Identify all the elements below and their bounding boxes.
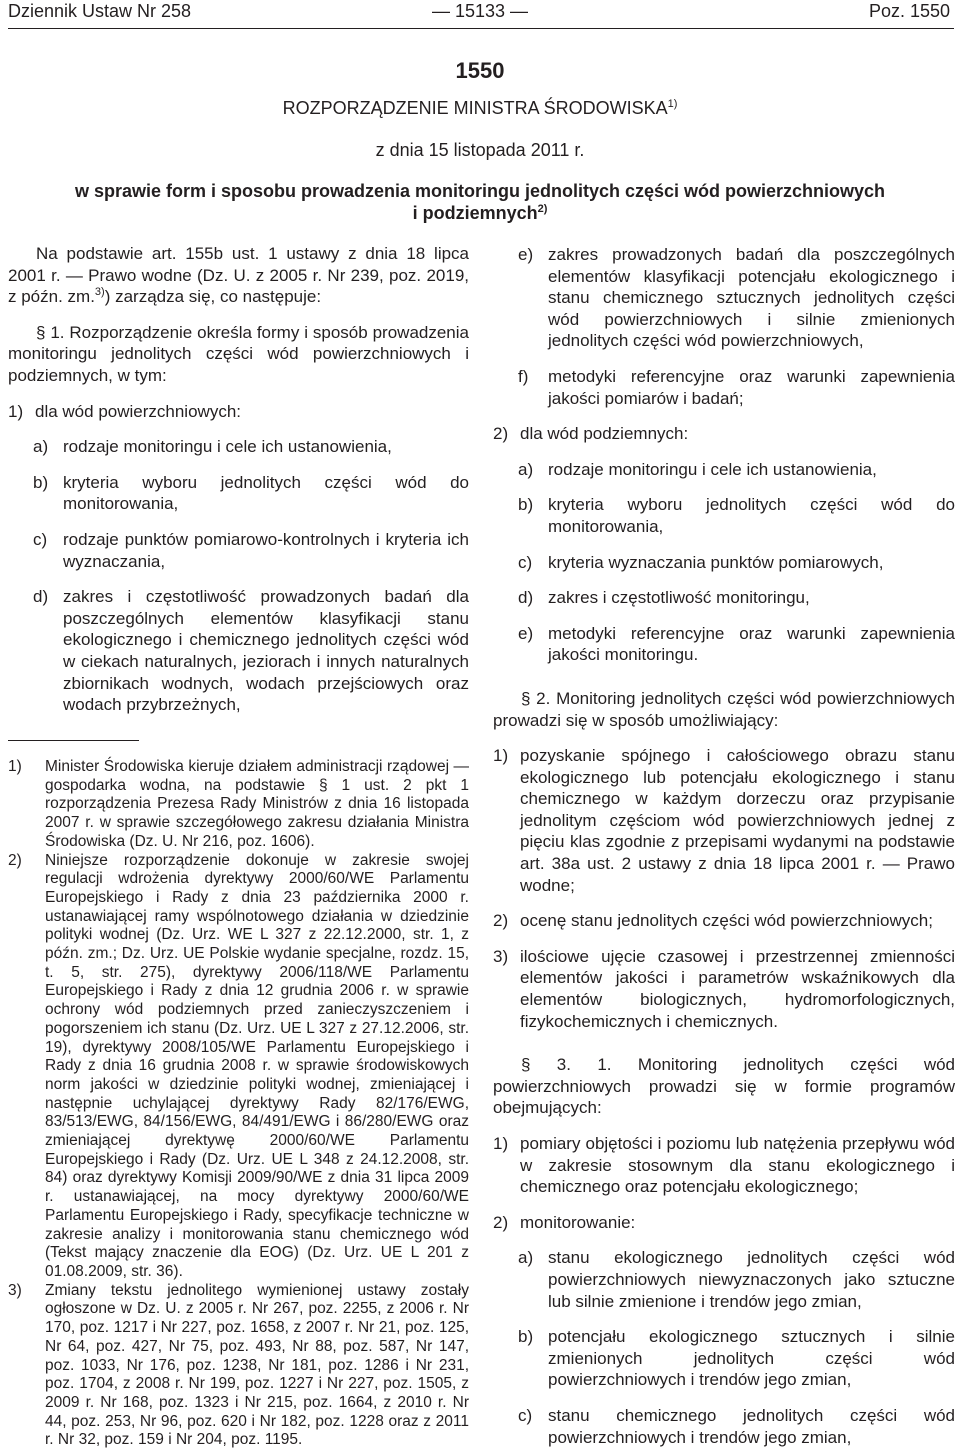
footnote-ref-3[interactable]: 3) — [94, 286, 105, 299]
list-item: f) metodyki referencyjne oraz warunki zapewnienia jakości pomiarów i badań; — [518, 366, 955, 408]
footnotes — [8, 740, 469, 1450]
position-number: Poz. 1550 — [868, 1, 950, 21]
list-item: d) zakres i częstotliwość monitoringu, — [518, 588, 810, 608]
list-item: d) zakres i częstotliwość prowadzonych badań dla poszczególnych elementów klasyfikacji stanu ekologicznego i chemicznego jednolitych części wód w ciekach naturalnych, jeziorach i innych naturalnych zbiornikach wodnych, wodach przejściowych oraz wodach przybrzeżnych, — [33, 587, 469, 715]
act-number: 1550 — [455, 58, 505, 83]
list-item: e) zakres prowadzonych badań dla poszczególnych elementów klasyfikacji potencjału ekologicznego i stanu chemicznego sztucznych jednolitych części wód powierzchniowych i silnie zmienionych jednolitych części wód powierzchniowych, — [518, 245, 955, 351]
paragraph-1: § 1. Rozporządzenie określa formy i sposób prowadzenia monitoringu jednolitych części wód powierzchniowych i podziemnych, w tym: — [8, 322, 469, 385]
preamble: Na podstawie art. 155b ust. 1 ustawy z dnia 18 lipca 2001 r. — Prawo wodne (Dz. U. z 2005 r. Nr 239, poz. 2019, z późn. zm.$^{3)}$) zarządza się, co następuje: — [8, 244, 469, 307]
list-item: b) potencjału ekologicznego sztucznych i silnie zmienionych jednolitych części wód powierzchniowych i trendów jego zmian, — [518, 1327, 955, 1390]
footnote-3: 3) Zmiany tekstu jednolitego wymienionej ustawy zostały ogłoszone w Dz. U. z 2005 r. Nr 267, poz. 2255, z 2006 r. Nr 170, poz. 1217 i Nr 227, poz. 1658, z 2007 r. Nr 21, poz. 125, Nr 64, poz. 427, Nr 75, poz. 493, Nr 88, poz. 587, Nr 147, poz. 1033, Nr 176, poz. 1238, Nr 181, poz. 1286 i Nr 231, poz. 1704, z 2008 r. Nr 199, poz. 1227 i Nr 227, poz. 1505, z 2009 r. Nr 168, poz. 1323 i Nr 215, poz. 1664, z 2010 r. Nr 44, poz. 253, Nr 96, poz. 620 i Nr 182, poz. 1228 oraz z 2011 r. Nr 32, poz. 159 i Nr 204, poz. 1195. — [8, 1281, 469, 1449]
page-header — [0, 0, 960, 30]
header-rule — [8, 28, 954, 29]
list-item: 1) pomiary objętości i poziomu lub natężenia przepływu wód w zakresie stosownym dla stanu ekologicznego i chemicznego oraz potencjału ekologicznego; — [493, 1134, 955, 1197]
paragraph-2: § 2. Monitoring jednolitych części wód powierzchniowych prowadzi się w sposób umożliwiający: — [493, 688, 955, 730]
act-date: z dnia 15 listopada 2011 r. — [375, 140, 585, 160]
footnote-2: 2) Niniejsze rozporządzenie dokonuje w zakresie swojej regulacji wdrożenia dyrektywy 2000/60/WE Parlamentu Europejskiego i Rady z dnia 23 października 2000 r. ustanawiającej ramy wspólnotowego działania w dziedzinie polityki wodnej (Dz. Urz. WE L 327 z 22.12.2000, str. 1, z późn. zm.; Dz. Urz. UE Polskie wydanie specjalne, rozdz. 15, t. 5, str. 275), dyrektywy 2006/118/WE Parlamentu Europejskiego i Rady z dnia 12 grudnia 2006 r. w sprawie ochrony wód podziemnych przed zanieczyszczeniem i pogorszeniem ich stanu (Dz. Urz. UE L 327 z 27.12.2006, str. 19), dyrektywy 2008/105/WE Parlamentu Europejskiego i Rady z dnia 16 grudnia 2008 r. w sprawie środowiskowych norm jakości w dziedzinie polityki wodnej, zmieniającej i następnie uchylającej dyrektywy Rady 82/176/EWG, 83/513/EWG, 84/156/EWG, 84/491/EWG i 86/280/EWG oraz zmieniającej dyrektywę 2000/60/WE Parlamentu Europejskiego i Rady (Dz. Urz. UE L 348 z 24.12.2008, str. 84) oraz dyrektywy Komisji 2009/90/WE z dnia 31 lipca 2009 r. ustanawiającej, na mocy dyrektywy 2000/60/WE Parlamentu Europejskiego i Rady, specyfikacje techniczne w zakresie analizy i monitorowania stanu chemicznego wód (Tekst mający znaczenie dla EOG) (Dz. Urz. UE L 201 z 01.08.2009, str. 36). — [8, 851, 469, 1280]
list-item: b) kryteria wyboru jednolitych części wód do monitorowania, — [518, 495, 955, 536]
list-item: 3) ilościowe ujęcie czasowej i przestrzennej zmienności elementów jakości i parametrów wskaźnikowych dla elementów biologicznych, hydromorfologicznych, fizykochemicznych i chemicznych. — [493, 946, 955, 1031]
list-item: b) kryteria wyboru jednolitych części wód do monitorowania, — [33, 472, 469, 514]
left-column — [8, 243, 469, 716]
paragraph-3: § 3. 1. Monitoring jednolitych części wód powierzchniowych prowadzi się w formie programów obejmujących: — [493, 1055, 955, 1118]
list-item: 2) monitorowanie: — [493, 1212, 636, 1232]
list-item: c) kryteria wyznaczania punktów pomiarowych, — [518, 552, 884, 572]
page-number: — 15133 — — [431, 1, 529, 21]
list-item: c) rodzaje punktów pomiarowo-kontrolnych i kryteria ich wyznaczania, — [33, 529, 469, 571]
footnote-rule — [8, 740, 139, 741]
right-column — [493, 244, 955, 1448]
footnote-1: 1) Minister Środowiska kieruje działem administracji rządowej — gospodarka wodna, na podstawie § 1 ust. 2 pkt 1 rozporządzenia Prezesa Rady Ministrów z dnia 16 listopada 2007 r. w sprawie szczegółowego zakresu działania Ministra Środowiska (Dz. U. Nr 216, poz. 1606). — [8, 758, 469, 850]
act-subject: w sprawie form i sposobu prowadzenia monitoringu jednolitych części wód powierzchniowych i podziemnych$^{2)}$ — [74, 181, 886, 223]
footnote-ref-2[interactable]: 2) — [537, 203, 548, 215]
footnote-ref-1[interactable]: 1) — [667, 98, 678, 110]
list-item: 2) dla wód podziemnych: — [493, 424, 689, 444]
list-item: e) metodyki referencyjne oraz warunki zapewnienia jakości monitoringu. — [518, 623, 955, 665]
list-item: 1) dla wód powierzchniowych: — [8, 401, 241, 421]
list-item: c) stanu chemicznego jednolitych części wód powierzchniowych i trendów jego zmian, — [518, 1405, 955, 1447]
act-title: ROZPORZĄDZENIE MINISTRA ŚRODOWISKA$^{1)}$ — [282, 98, 678, 118]
list-item: a) stanu ekologicznego jednolitych części wód powierzchniowych niewyznaczonych jako sztuczne lub silnie zmienione i trendów jego zmian, — [518, 1248, 955, 1311]
list-item: 1) pozyskanie spójnego i całościowego obrazu stanu ekologicznego lub potencjału ekologicznego i stanu chemicznego w każdym dorzeczu oraz przypisanie jednolitym częściom wód powierzchniowych jednej z pięciu klas zgodnie z przepisami wydanymi na podstawie art. 38a ust. 2 ustawy z dnia 18 lipca 2001 r. — Prawo wodne; — [493, 746, 955, 895]
list-item: a) rodzaje monitoringu i cele ich ustanowienia, — [33, 437, 392, 457]
journal-name: Dziennik Ustaw Nr 258 — [8, 1, 192, 21]
list-item: a) rodzaje monitoringu i cele ich ustanowienia, — [518, 459, 877, 479]
list-item: 2) ocenę stanu jednolitych części wód powierzchniowych; — [493, 911, 933, 931]
